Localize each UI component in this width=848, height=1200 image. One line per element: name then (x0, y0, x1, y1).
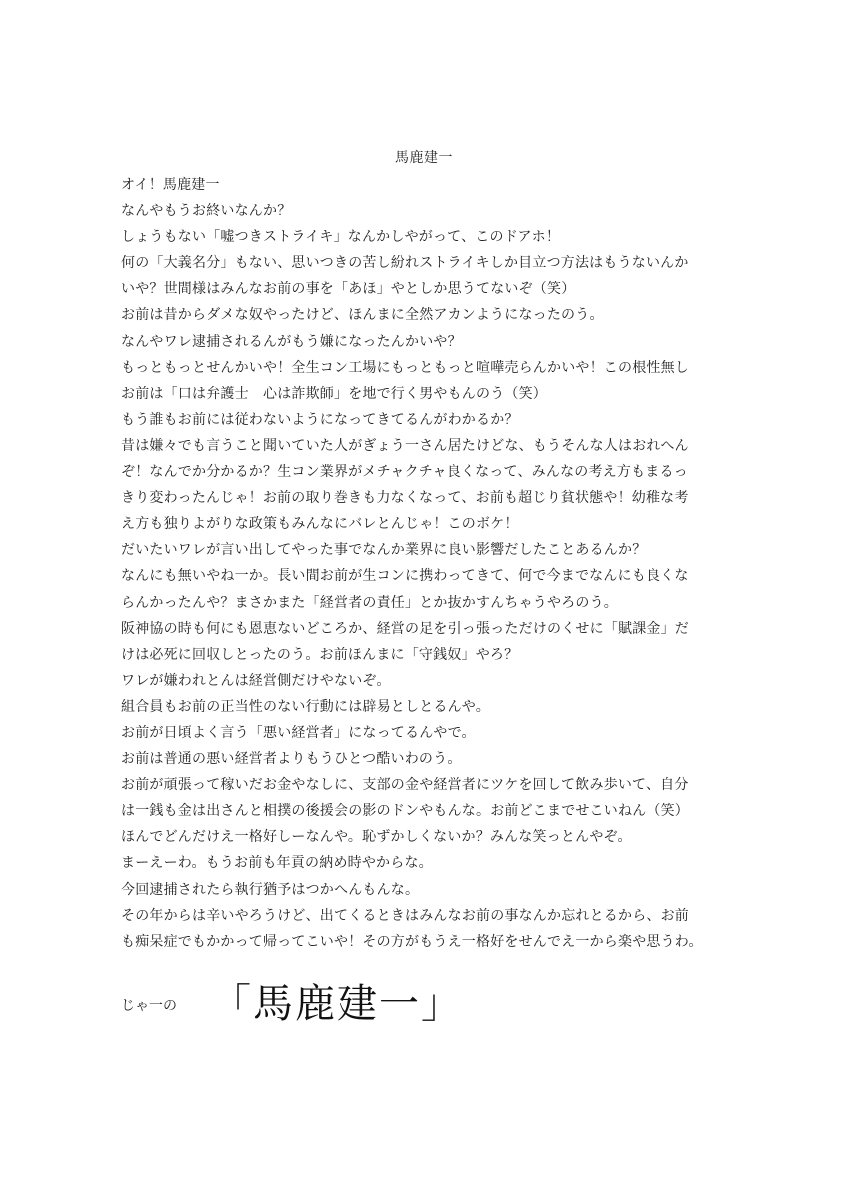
body-line: けは必死に回収しとったのう。お前ほんまに「守銭奴」やろ？ (121, 646, 519, 663)
body-line: いや？世間様はみんなお前の事を「あほ」やとしか思うてないぞ（笑） (121, 281, 576, 298)
body-line: なんやもうお終いなんか？ (121, 203, 292, 220)
body-line: オイ！馬鹿建一 (121, 177, 220, 193)
document-title: 馬鹿建一 (395, 150, 453, 166)
document-body (121, 172, 741, 955)
body-line: お前は「口は弁護士 心は詐欺師」を地で行く男やもんのう（笑） (121, 385, 547, 402)
body-line: なんやワレ逮捕されるんがもう嫌になったんかいや？ (121, 333, 462, 350)
body-line: 組合員もお前の正当性のない行動には辟易としとるんや。 (121, 698, 490, 715)
signature-prefix: じゃ一の (121, 998, 177, 1014)
body-line: もう誰もお前には従わないようになってきてるんがわかるか？ (121, 411, 519, 428)
body-line: 阪神協の時も何にも恩恵ないどころか、経営の足を引っ張っただけのくせに「賦課金」だ (121, 620, 689, 637)
body-line: お前は昔からダメな奴やったけど、ほんまに全然アカンようになったのう。 (121, 307, 604, 324)
body-line: らんかったんや？まさかまた「経営者の責任」とか抜かすんちゃうやろのう。 (121, 594, 618, 611)
body-line: まーえーわ。もうお前も年貢の納め時やからな。 (121, 855, 433, 872)
signature-name: 「馬鹿建一」 (211, 980, 463, 1027)
body-line: 何の「大義名分」もない、思いつきの苦し紛れストライキしか目立つ方法はもうないんか (121, 255, 689, 272)
body-line: なんにも無いやね一か。長い間お前が生コンに携わってきて、何で今までなんにも良くな (121, 568, 689, 585)
body-line: お前は普通の悪い経営者よりもうひとつ酷いわのう。 (121, 751, 462, 768)
body-line: 今回逮捕されたら執行猶予はつかへんもんな。 (121, 881, 420, 898)
body-line: しょうもない「嘘つきストライキ」なんかしやがって、このドアホ！ (121, 229, 561, 246)
body-line: お前が日頃よく言う「悪い経営者」になってるんやで。 (121, 724, 476, 741)
body-line: ワレが嫌われとんは経営側だけやないぞ。 (121, 672, 391, 689)
body-line: その年からは辛いやろうけど、出てくるときはみんなお前の事なんか忘れとるから、お前 (121, 907, 689, 924)
body-line: は一銭も金は出さんと相撲の後援会の影のドンやもんな。お前どこまでせこいねん（笑） (121, 803, 689, 820)
body-line: もっともっとせんかいや！全生コン工場にもっともっと喧嘩売らんかいや！この根性無し (121, 359, 689, 376)
body-line: ほんでどんだけえ一格好しーなんや。恥ずかしくないか？みんな笑っとんやぞ。 (121, 829, 632, 846)
body-line: も痴呆症でもかかって帰ってこいや！その方がもうえ一格好をせんでえ一から楽や思うわ。 (121, 933, 703, 950)
body-line: 昔は嫌々でも言うこと聞いていた人がぎょう一さん居たけどな、もうそんな人はおれへん (121, 437, 689, 454)
body-line: え方も独りよがりな政策もみんなにバレとんじゃ！このボケ！ (121, 516, 519, 533)
signature-block (121, 970, 463, 1030)
body-line: きり変わったんじゃ！お前の取り巻きも力なくなって、お前も超じり貧状態や！幼稚な考 (121, 490, 689, 507)
body-line: ぞ！なんでか分かるか？生コン業界がメチャクチャ良くなって、みんなの考え方もまるっ (121, 464, 688, 481)
body-line: だいたいワレが言い出してやった事でなんか業界に良い影響だしたことあるんか？ (121, 542, 647, 559)
body-line: お前が頑張って稼いだお金やなしに、支部の金や経営者にツケを回して飲み歩いて、自分 (121, 777, 689, 794)
